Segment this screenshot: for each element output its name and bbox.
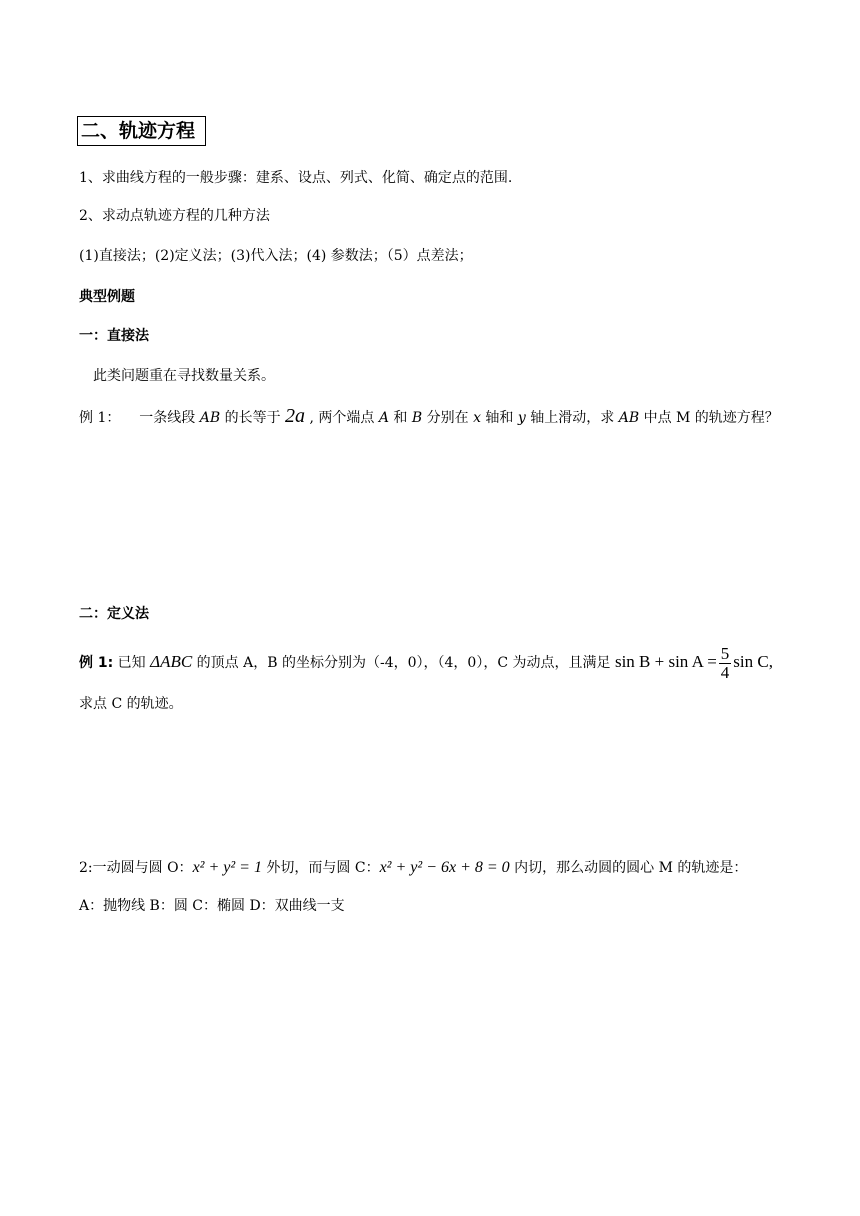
paragraph-methods-list: (1)直接法；(2)定义法；(3)代入法；(4) 参数法；（5）点差法； xyxy=(79,248,473,264)
math-y: y xyxy=(517,410,526,426)
example-text: 2:一动圆与圆 O： xyxy=(79,860,193,876)
math-2a: 2a xyxy=(285,405,306,427)
math-equation-right: sin C, xyxy=(733,652,773,671)
direct-method-intro: 此类问题重在寻找数量关系。 xyxy=(93,368,275,384)
definition-example-2 xyxy=(79,858,747,878)
example-text: , 两个端点 xyxy=(305,410,379,426)
definition-method-heading: 二：定义法 xyxy=(79,606,149,622)
paragraph-steps: 1、求曲线方程的一般步骤：建系、设点、列式、化简、确定点的范围. xyxy=(79,170,513,186)
math-triangle-abc: ΔABC xyxy=(150,652,193,671)
math-ab: AB xyxy=(618,410,640,426)
example-text: 内切，那么动圆的圆心 M 的轨迹是： xyxy=(509,860,748,876)
example-label: 例 1: xyxy=(79,655,114,671)
example-text: 一条线段 xyxy=(139,410,200,426)
example-text: 已知 xyxy=(113,655,151,671)
paragraph-methods-heading: 2、求动点轨迹方程的几种方法 xyxy=(79,208,270,224)
example-text: 轴上滑动，求 xyxy=(525,410,619,426)
example-text: 轴和 xyxy=(480,410,518,426)
definition-example-2-options: A：抛物线 B：圆 C：椭圆 D：双曲线一支 xyxy=(79,898,345,914)
definition-example-1-line2: 求点 C 的轨迹。 xyxy=(79,696,183,712)
example-text: 分别在 xyxy=(422,410,474,426)
math-a: A xyxy=(378,410,389,426)
math-fraction xyxy=(719,645,732,682)
math-equation-left: sin B + sin A = xyxy=(614,652,717,671)
section-title: 二、轨迹方程 xyxy=(77,116,206,146)
example-text: 中点 M 的轨迹方程？ xyxy=(639,410,779,426)
examples-heading: 典型例题 xyxy=(79,289,135,305)
math-b: B xyxy=(411,410,423,426)
example-text: 的顶点 A，B 的坐标分别为（-4，0），（4，0），C 为动点，且满足 xyxy=(192,655,615,671)
math-circle-c-equation: x² + y² − 6x + 8 = 0 xyxy=(379,859,510,876)
math-circle-o-equation: x² + y² = 1 xyxy=(192,859,262,876)
fraction-denominator: 4 xyxy=(720,662,730,682)
example-text: 的长等于 xyxy=(220,410,286,426)
definition-example-1 xyxy=(79,644,773,682)
example-text: 和 xyxy=(388,410,412,426)
fraction-numerator: 5 xyxy=(720,643,730,663)
direct-example-1 xyxy=(79,406,779,428)
math-x: x xyxy=(473,410,481,426)
example-text: 外切，而与圆 C： xyxy=(261,860,380,876)
example-label: 例 1： xyxy=(79,410,121,426)
direct-method-heading: 一：直接法 xyxy=(79,328,149,344)
math-ab: AB xyxy=(199,410,221,426)
